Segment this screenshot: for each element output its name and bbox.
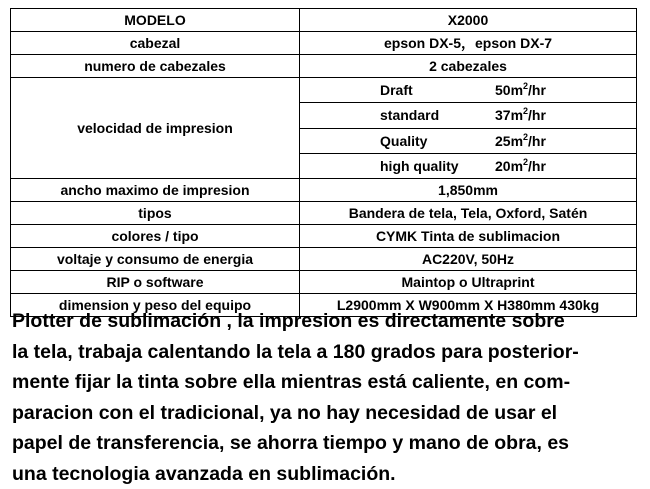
row-value: L2900mm X W900mm X H380mm 430kg xyxy=(300,294,637,317)
description-line: mente fijar la tinta sobre ella mientras está caliente, en com- xyxy=(12,367,642,398)
speed-level-standard xyxy=(300,103,636,128)
row-value: epson DX-5，epson DX-7 xyxy=(300,32,637,55)
row-label: voltaje y consumo de energia xyxy=(11,248,300,271)
table-row xyxy=(11,225,637,248)
row-value: 2 cabezales xyxy=(300,55,637,78)
speed-levels xyxy=(300,78,636,178)
speed-label: velocidad de impresion xyxy=(11,78,300,179)
speed-level-name: Quality xyxy=(380,132,495,150)
speed-level-value: $37m^2/hr$ xyxy=(495,106,546,124)
description-line: papel de transferencia, se ahorra tiempo y mano de obra, es xyxy=(12,428,642,459)
speed-level-draft xyxy=(300,78,636,103)
table-row xyxy=(11,55,637,78)
speed-level-name: high quality xyxy=(380,157,495,175)
speed-level-name: standard xyxy=(380,106,495,124)
table-row xyxy=(11,248,637,271)
speed-level-value: $50m^2/hr$ xyxy=(495,81,546,99)
row-label: ancho maximo de impresion xyxy=(11,179,300,202)
header-value: X2000 xyxy=(300,9,637,32)
description-line: la tela, trabaja calentando la tela a 180 grados para posterior- xyxy=(12,337,642,368)
table-header-row xyxy=(11,9,637,32)
description-line: una tecnologia avanzada en sublimación. xyxy=(12,459,642,489)
description-line: Plotter de sublimación , la impresion es directamente sobre xyxy=(12,306,642,337)
speed-level-value: $25m^2/hr$ xyxy=(495,132,546,150)
table-row xyxy=(11,271,637,294)
speed-level-name: Draft xyxy=(380,81,495,99)
row-label: cabezal xyxy=(11,32,300,55)
row-value: Bandera de tela, Tela, Oxford, Satén xyxy=(300,202,637,225)
row-value: AC220V, 50Hz xyxy=(300,248,637,271)
table-row xyxy=(11,179,637,202)
row-label: RIP o software xyxy=(11,271,300,294)
table-row xyxy=(11,32,637,55)
row-value: 1,850mm xyxy=(300,179,637,202)
description-line: paracion con el tradicional, ya no hay necesidad de usar el xyxy=(12,398,642,429)
speed-row xyxy=(11,78,637,179)
row-label: numero de cabezales xyxy=(11,55,300,78)
row-value: CYMK Tinta de sublimacion xyxy=(300,225,637,248)
row-label: colores / tipo xyxy=(11,225,300,248)
row-label: dimension y peso del equipo xyxy=(11,294,300,317)
header-label: MODELO xyxy=(11,9,300,32)
spec-table xyxy=(10,8,637,317)
speed-level-value: $20m^2/hr$ xyxy=(495,157,546,175)
speed-levels-cell xyxy=(300,78,637,179)
description-paragraph xyxy=(12,306,642,489)
row-label: tipos xyxy=(11,202,300,225)
speed-level-high-quality xyxy=(300,154,636,178)
speed-level-quality xyxy=(300,129,636,154)
table-row xyxy=(11,202,637,225)
row-value: Maintop o Ultraprint xyxy=(300,271,637,294)
